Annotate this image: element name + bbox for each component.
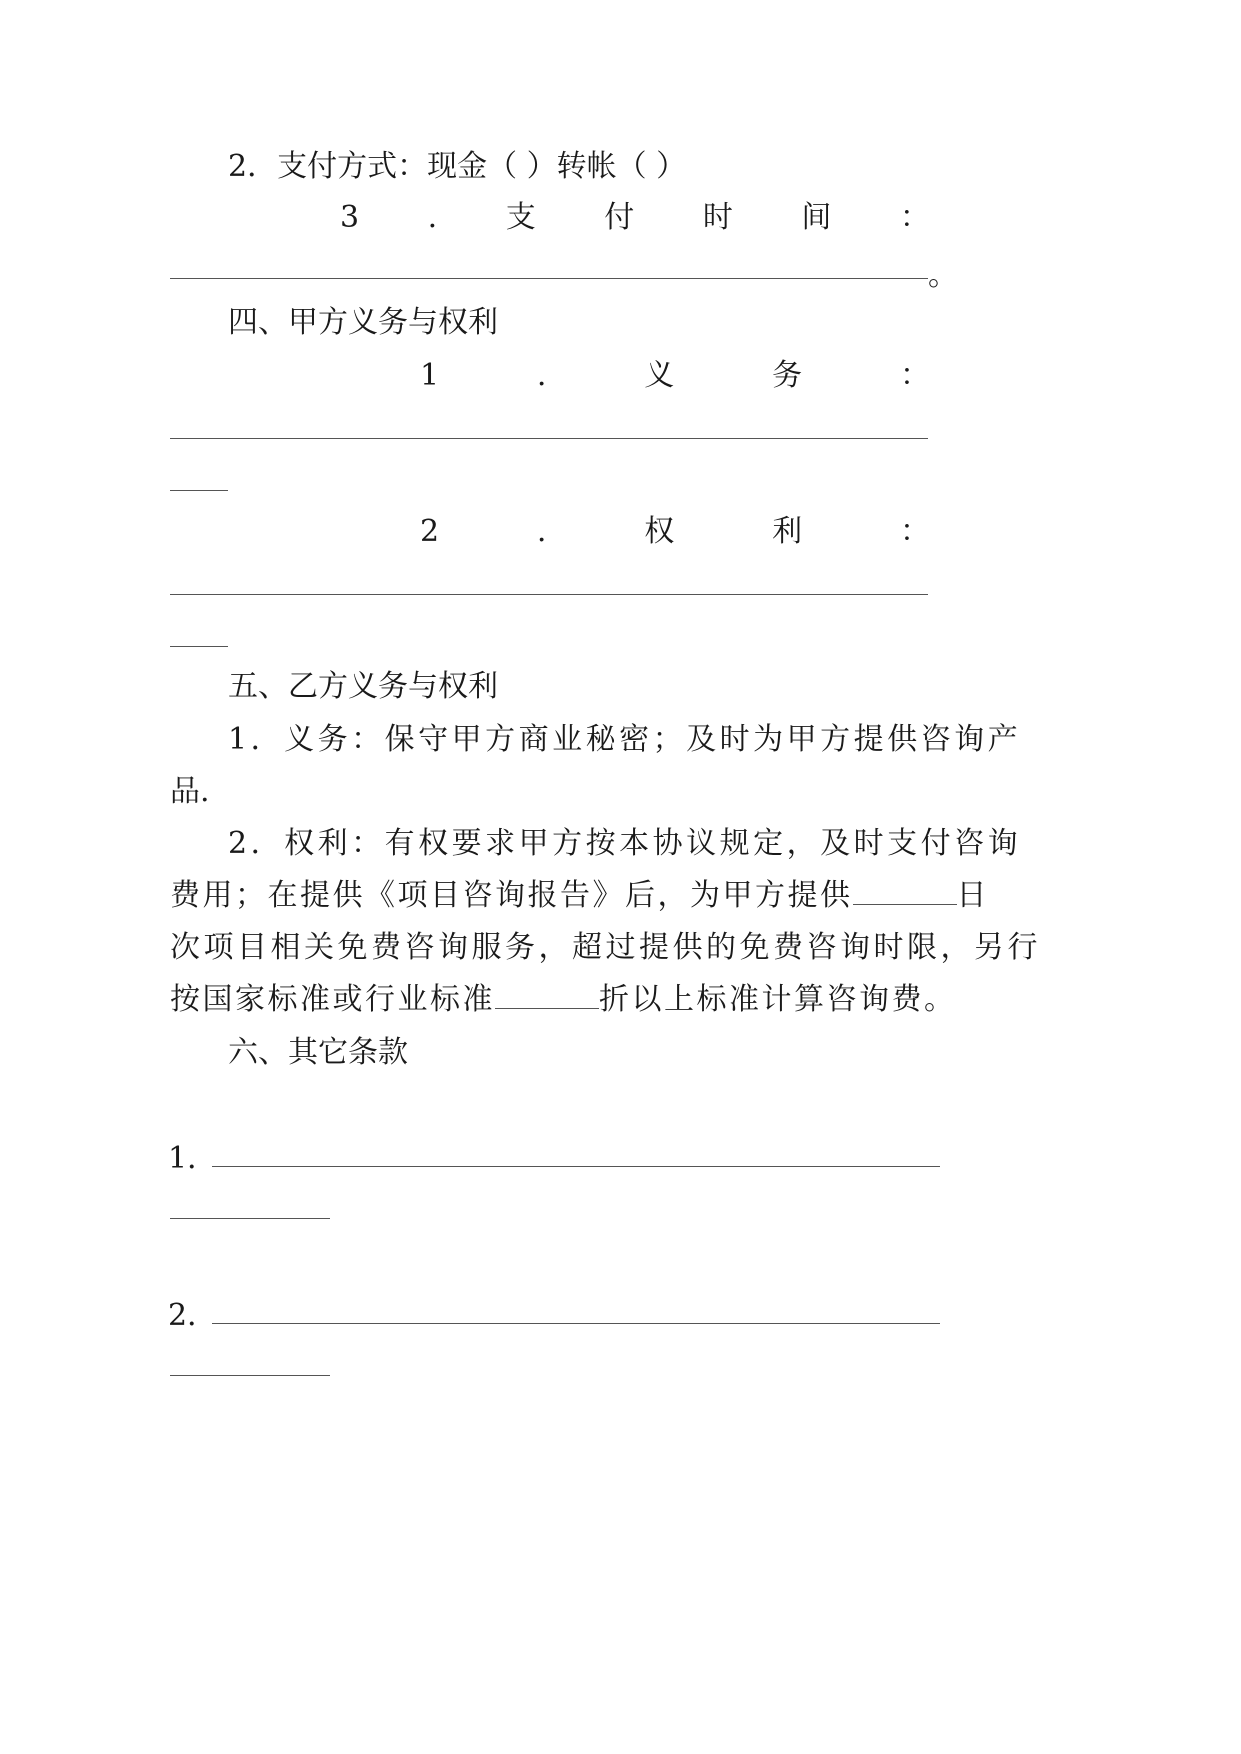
partyA-duty-blank-1 bbox=[170, 438, 928, 439]
other-clause-1-num: 1． bbox=[168, 1141, 218, 1176]
payment-time-dot: . bbox=[427, 200, 438, 235]
partyA-right-colon: ： bbox=[899, 514, 930, 549]
partyA-right-char: 利 bbox=[772, 514, 803, 549]
partyB-right-text: 费用；在提供《项目咨询报告》后，为甲方提供 bbox=[170, 878, 853, 913]
discount-blank bbox=[495, 982, 599, 1009]
other-clause-1-blank-1 bbox=[212, 1166, 940, 1167]
payment-time-char: 支 bbox=[505, 200, 536, 235]
partyA-right-blank-2 bbox=[170, 646, 228, 647]
partyB-right-line-2 bbox=[170, 876, 989, 916]
partyA-duty-char: 义 bbox=[644, 358, 675, 393]
partyB-right-line-4 bbox=[170, 980, 957, 1020]
partyB-duty-line-2: 品. bbox=[170, 774, 210, 809]
partyA-duty-blank-2 bbox=[170, 490, 228, 491]
other-clause-2-blank-2 bbox=[170, 1375, 330, 1376]
payment-time-char: 付 bbox=[604, 200, 635, 235]
partyB-right-text: 折以上标准计算咨询费。 bbox=[599, 982, 957, 1017]
payment-time-colon: ： bbox=[899, 200, 930, 235]
payment-time-period: 。 bbox=[928, 258, 958, 293]
partyA-right-dot: . bbox=[536, 514, 547, 549]
partyA-right-char: 权 bbox=[644, 514, 675, 549]
other-clause-1-blank-2 bbox=[170, 1218, 330, 1219]
payment-method-line: 2．支付方式：现金（ ）转帐（ ） bbox=[228, 149, 687, 184]
other-clause-2-num: 2． bbox=[168, 1298, 218, 1333]
partyA-right-num: 2 bbox=[420, 514, 440, 549]
section6-heading: 六、其它条款 bbox=[228, 1035, 408, 1070]
payment-time-line bbox=[340, 198, 930, 238]
payment-time-blank bbox=[170, 278, 928, 279]
partyB-right-text: 日 bbox=[956, 878, 989, 913]
partyA-duty-dot: . bbox=[536, 358, 547, 393]
partyB-right-text: 按国家标准或行业标准 bbox=[170, 982, 495, 1017]
partyA-duty-num: 1 bbox=[420, 358, 440, 393]
free-days-blank bbox=[853, 878, 957, 905]
partyB-right-line-1: 2．权利：有权要求甲方按本协议规定，及时支付咨询 bbox=[228, 826, 1022, 861]
partyA-right-blank-1 bbox=[170, 594, 928, 595]
partyB-right-line-3: 次项目相关免费咨询服务，超过提供的免费咨询时限，另行 bbox=[170, 930, 1041, 965]
section4-heading: 四、甲方义务与权利 bbox=[228, 305, 498, 340]
partyA-duty-line bbox=[420, 356, 930, 396]
payment-time-char: 间 bbox=[801, 200, 832, 235]
other-clause-2-blank-1 bbox=[212, 1323, 940, 1324]
partyA-right-line bbox=[420, 512, 930, 552]
partyA-duty-char: 务 bbox=[772, 358, 803, 393]
partyA-duty-colon: ： bbox=[899, 358, 930, 393]
partyB-duty-line-1: 1．义务：保守甲方商业秘密；及时为甲方提供咨询产 bbox=[228, 722, 1022, 757]
payment-time-char: 时 bbox=[702, 200, 733, 235]
section5-heading: 五、乙方义务与权利 bbox=[228, 669, 498, 704]
payment-time-num: 3 bbox=[340, 200, 360, 235]
